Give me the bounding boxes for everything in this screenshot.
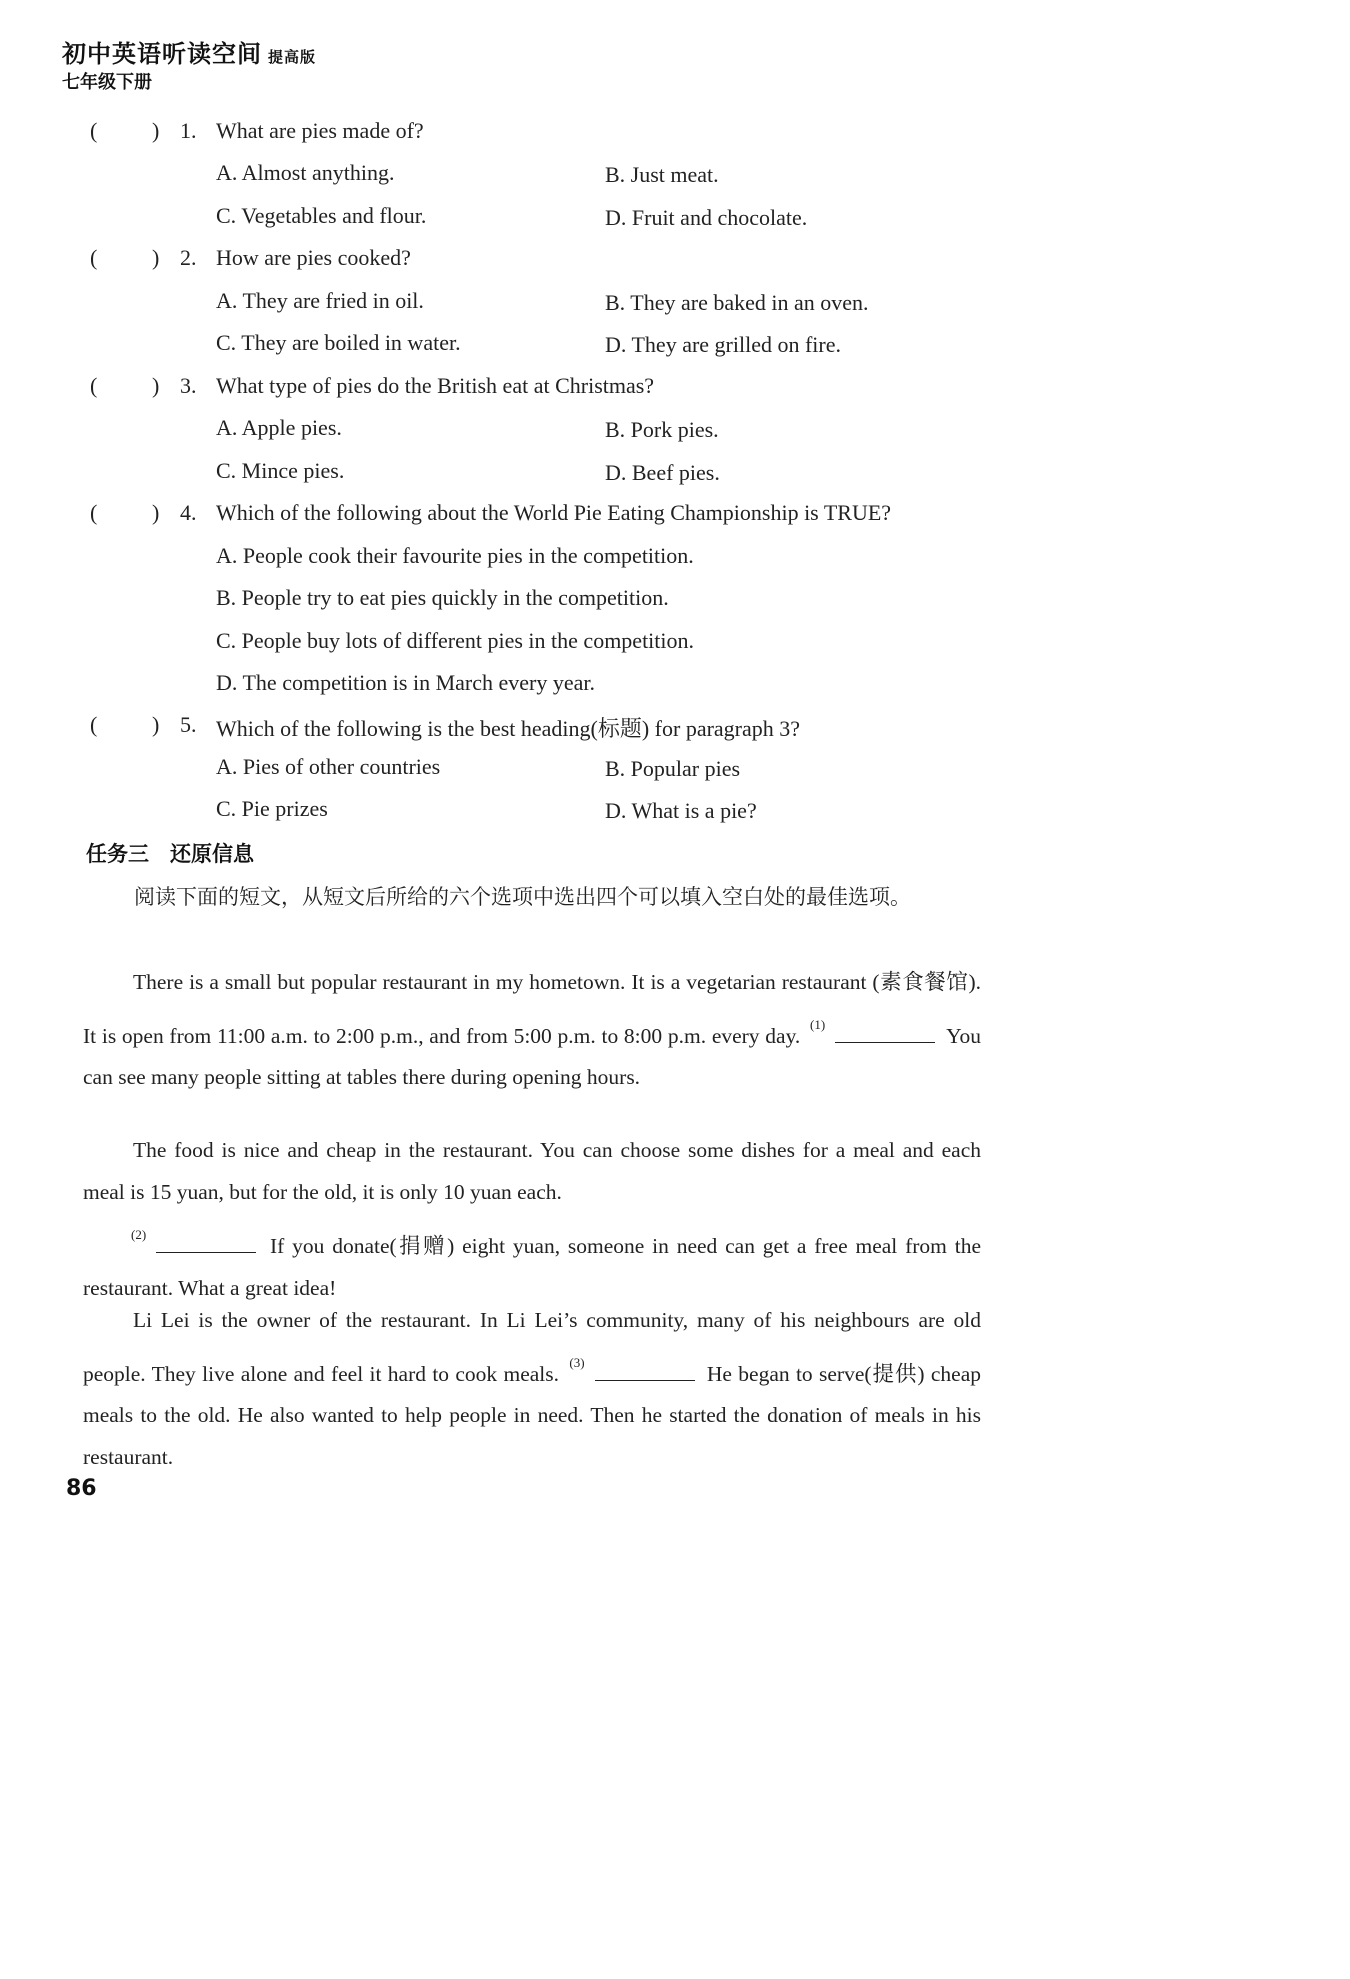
paren-open: ( [90,245,98,270]
paren-close: ) [152,373,160,398]
paren-open: ( [90,373,98,398]
option-a: A. They are fried in oil. [216,288,424,313]
passage-paragraph-3 [83,1214,981,1309]
option-a: A. Pies of other countries [216,754,441,779]
answer-blank-4[interactable] [90,500,160,526]
option-b: B. People try to eat pies quickly in the competition. [216,585,669,610]
paragraph-text: There is a small but popular restaurant in my hometown. It is a vegetarian restaurant (素食餐馆). It is open from 11:00 a.m. to 2:00 p.m., and from 5:00 p.m. to 8:00 p.m. every day. [83,970,981,1048]
question-number: 5. [180,712,197,737]
option-a: A. People cook their favourite pies in the competition. [216,543,694,568]
answer-blank-2[interactable] [90,245,160,271]
option-a: A. Apple pies. [216,415,342,440]
paragraph-text: If you donate(捐赠) eight yuan, someone in need can get a free meal from the restaurant. What a great idea! [83,1234,982,1300]
answer-blank-1[interactable] [90,118,160,144]
question-text: How are pies cooked? [216,245,411,270]
option-b: B. They are baked in an oven. [605,290,869,315]
option-b: B. Pork pies. [605,417,719,442]
option-d: D. Fruit and chocolate. [605,205,808,230]
answer-blank-3[interactable] [90,373,160,399]
paren-close: ) [152,712,160,737]
option-c: C. They are boiled in water. [216,330,461,355]
passage-paragraph-2: The food is nice and cheap in the restaurant. You can choose some dishes for a meal and each meal is 15 yuan, but for the old, it is only 10 yuan each. [83,1138,981,1204]
option-d: D. Beef pies. [605,460,720,485]
answer-blank-passage-2[interactable] [156,1234,256,1253]
paren-close: ) [152,245,160,270]
book-title-text: 初中英语听读空间 [62,40,262,68]
paragraph-text: He began to serve(提供) cheap meals to the old. He also wanted to help people in need. Then he started the donation of meals in his restaurant. [83,1361,982,1469]
question-number: 1. [180,118,197,143]
paragraph-text: Li Lei is the owner of the restaurant. In Li Lei’s community, many of his neighbours are old people. They live alone and feel it hard to cook meals. [83,1308,981,1386]
edition-label: 提高版 [268,48,317,66]
answer-blank-5[interactable] [90,712,160,738]
option-b: B. Popular pies [605,756,741,781]
option-c: C. People buy lots of different pies in the competition. [216,628,695,653]
option-b: B. Just meat. [605,162,719,187]
paren-close: ) [152,118,160,143]
question-text: Which of the following is the best heading(标题) for paragraph 3? [216,716,801,741]
answer-blank-passage-3[interactable] [595,1362,695,1381]
question-text: What type of pies do the British eat at Christmas? [216,373,655,398]
option-c: C. Mince pies. [216,458,345,483]
question-number: 3. [180,373,197,398]
option-c: C. Pie prizes [216,796,328,821]
option-d: D. What is a pie? [605,798,757,823]
section-title: 任务三 还原信息 [86,842,254,866]
blank-marker-2: (2) [131,1227,147,1242]
question-text: Which of the following about the World Pie Eating Championship is TRUE? [216,500,892,525]
question-number: 2. [180,245,197,270]
passage-paragraph-1 [83,962,981,1099]
blank-marker-3: (3) [569,1354,585,1370]
blank-marker-1: (1) [810,1016,826,1032]
passage-paragraph-4 [83,1300,981,1478]
paren-open: ( [90,118,98,143]
answer-blank-passage-1[interactable] [835,1024,935,1043]
question-number: 4. [180,500,197,525]
option-c: C. Vegetables and flour. [216,203,427,228]
option-a: A. Almost anything. [216,160,395,185]
paragraph-text: You can see many people sitting at tables there during opening hours. [83,1023,982,1089]
option-d: D. They are grilled on fire. [605,332,842,357]
book-title [62,34,316,69]
grade-label: 七年级下册 [62,72,152,93]
paren-close: ) [152,500,160,525]
question-text: What are pies made of? [216,118,424,143]
section-instruction: 阅读下面的短文，从短文后所给的六个选项中选出四个可以填入空白处的最佳选项。 [134,885,911,909]
page-number: 86 [66,1476,97,1501]
paren-open: ( [90,712,98,737]
option-d: D. The competition is in March every year. [216,670,595,695]
paren-open: ( [90,500,98,525]
